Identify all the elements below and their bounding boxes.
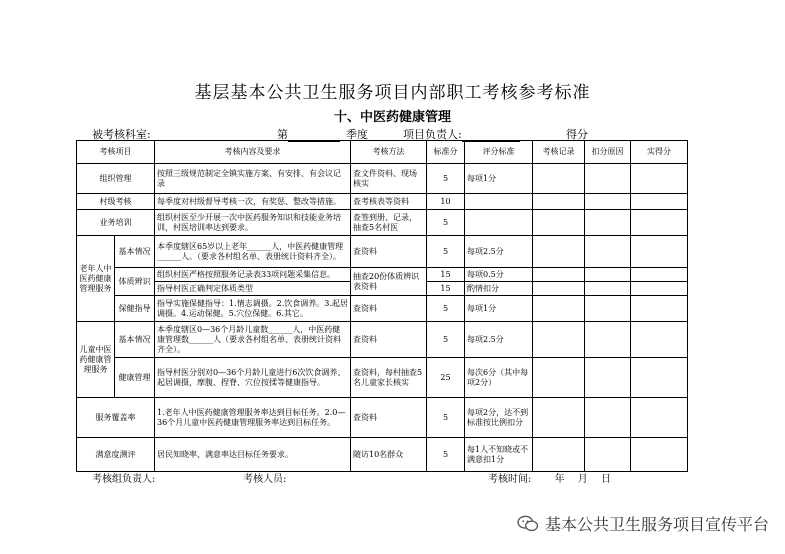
score-cell: 15 [427,268,465,282]
actual-cell [631,194,688,210]
score-cell: 10 [427,194,465,210]
content-cell: 指导村医正确判定体质类型 [155,282,351,296]
actual-cell [631,282,688,296]
record-cell [533,358,585,398]
criteria-cell: 每项2.5分 [465,236,533,268]
header-cell: 考核记录 [533,141,585,164]
table-row [77,358,688,398]
record-cell [533,236,585,268]
score-cell: 5 [427,322,465,358]
table-row [77,210,688,236]
record-cell [533,398,585,438]
method-cell: 查资料 [351,236,427,268]
deduct-cell [585,322,631,358]
footer-group-leader: 考核组负责人: [92,474,156,485]
header-cell: 标准分 [427,141,465,164]
method-cell: 查资料，每村抽查5名儿童家长核实 [351,358,427,398]
period-field: 第 季度 [277,128,368,141]
method-cell: 查资料 [351,296,427,322]
content-cell: 本季度辖区0—36个月龄儿童数______人，中医药健康管理数______人（要求各村组名单、表册统计资料齐全）。 [155,322,351,358]
content-cell: 1.老年人中医药健康管理服务率达到目标任务。2.0—36个月儿童中医药健康管理服务率达到目标任务。 [155,398,351,438]
record-cell [533,268,585,282]
criteria-cell: 每项2分，达不到标准按比例扣分 [465,398,533,438]
dept-label: 被考核科室: [92,128,151,141]
method-cell: 抽查20份体质辨识表资料 [351,268,427,296]
deduct-cell [585,164,631,194]
leader-field: 项目负责人: [403,126,520,142]
content-cell: 居民知晓率、满意率达目标任务要求。 [155,438,351,472]
score-cell: 5 [427,296,465,322]
deduct-cell [585,282,631,296]
subitem-cell: 体质辨识 [115,268,155,296]
header-cell: 实得分 [631,141,688,164]
actual-cell [631,322,688,358]
method-cell: 查资料 [351,398,427,438]
header-cell: 考核方法 [351,141,427,164]
deduct-cell [585,268,631,282]
score-cell: 5 [427,398,465,438]
score-cell: 5 [427,164,465,194]
record-cell [533,438,585,472]
content-cell: 指导村医分别对0—36个月龄儿童进行6次饮食调养、起居调摄，摩腹、捏脊、穴位按揉等健康指导。 [155,358,351,398]
content-cell: 组织村医至少开展一次中医药服务知识和技能业务培训，村医培训率达到要求。 [155,210,351,236]
score-cell: 15 [427,282,465,296]
subitem-cell: 健康管理 [115,358,155,398]
subitem-cell: 基本情况 [115,236,155,268]
actual-cell [631,398,688,438]
score-cell: 5 [427,438,465,472]
footer-time: 考核时间: 年 月 日 [488,474,611,485]
criteria-cell: 每项1分 [465,296,533,322]
deduct-cell [585,358,631,398]
item-cell: 服务覆盖率 [77,398,155,438]
content-cell: 按照三级规范制定全镇实施方案、有安排、有会议记录 [155,164,351,194]
criteria-cell: 每1人不知晓或不满意扣1分 [465,438,533,472]
group-cell-elderly: 老年人中医药健康管理服务 [77,236,115,322]
group-cell-child: 儿童中医药健康管理服务 [77,322,115,398]
method-cell: 查资料 [351,322,427,358]
score-cell: 5 [427,210,465,236]
content-cell: 本季度辖区65岁以上老年______人，中医药健康管理______人。（要求各村组名单、表册统计资料齐全）。 [155,236,351,268]
content-cell: 指导实施保健指导：1.情志调摄。2.饮食调养。3.起居调摄。4.运动保健。5.穴位保健。6.其它。 [155,296,351,322]
actual-cell [631,438,688,472]
score-cell: 25 [427,358,465,398]
deduct-cell [585,194,631,210]
table-row [77,322,688,358]
deduct-cell [585,438,631,472]
table-header-row [77,141,688,164]
criteria-cell [465,194,533,210]
header-cell: 考核内容及要求 [155,141,351,164]
assessment-table [76,140,688,472]
deduct-cell [585,210,631,236]
header-cell: 考核项目 [77,141,155,164]
deduct-cell [585,296,631,322]
watermark-text: 基本公共卫生服务项目宣传平台 [544,515,769,534]
table-row [77,194,688,210]
actual-cell [631,296,688,322]
watermark [517,512,769,535]
item-cell: 满意度测评 [77,438,155,472]
table-row [77,398,688,438]
actual-cell [631,236,688,268]
method-cell: 查考核表等资料 [351,194,427,210]
header-cell: 评分标准 [465,141,533,164]
score-cell: 5 [427,236,465,268]
record-cell [533,296,585,322]
wechat-icon [517,515,539,533]
criteria-cell: 每次6分（其中每项2分） [465,358,533,398]
table-row [77,236,688,268]
criteria-cell [465,210,533,236]
record-cell [533,210,585,236]
deduct-cell [585,398,631,438]
method-cell: 随访10名群众 [351,438,427,472]
score-label: 得分 [566,128,588,141]
method-cell: 查签到册、记录，抽查5名村医 [351,210,427,236]
table-row [77,296,688,322]
subitem-cell: 保健指导 [115,296,155,322]
record-cell [533,322,585,358]
method-cell: 查文件资料、现场核实 [351,164,427,194]
deduct-cell [585,236,631,268]
criteria-cell: 酌情扣分 [465,282,533,296]
item-cell: 村级考核 [77,194,155,210]
table-row [77,438,688,472]
footer-examiner: 考核人员: [243,474,287,485]
header-cell: 扣分原因 [585,141,631,164]
criteria-cell: 每项2.5分 [465,322,533,358]
table-row [77,268,688,282]
content-cell: 每季度对村级督导考核一次，有奖惩、整改等措施。 [155,194,351,210]
section-subtitle: 十、中医药健康管理 [333,110,451,125]
item-cell: 组织管理 [77,164,155,194]
criteria-cell: 每项0.5分 [465,268,533,282]
actual-cell [631,358,688,398]
actual-cell [631,164,688,194]
document-title: 基层基本公共卫生服务项目内部职工考核参考标准 [194,83,591,103]
subitem-cell: 基本情况 [115,322,155,358]
actual-cell [631,210,688,236]
record-cell [533,194,585,210]
actual-cell [631,268,688,282]
item-cell: 业务培训 [77,210,155,236]
content-cell: 组织村医严格按照服务记录表33项问题采集信息。 [155,268,351,282]
record-cell [533,282,585,296]
record-cell [533,164,585,194]
table-row [77,164,688,194]
criteria-cell: 每项1分 [465,164,533,194]
